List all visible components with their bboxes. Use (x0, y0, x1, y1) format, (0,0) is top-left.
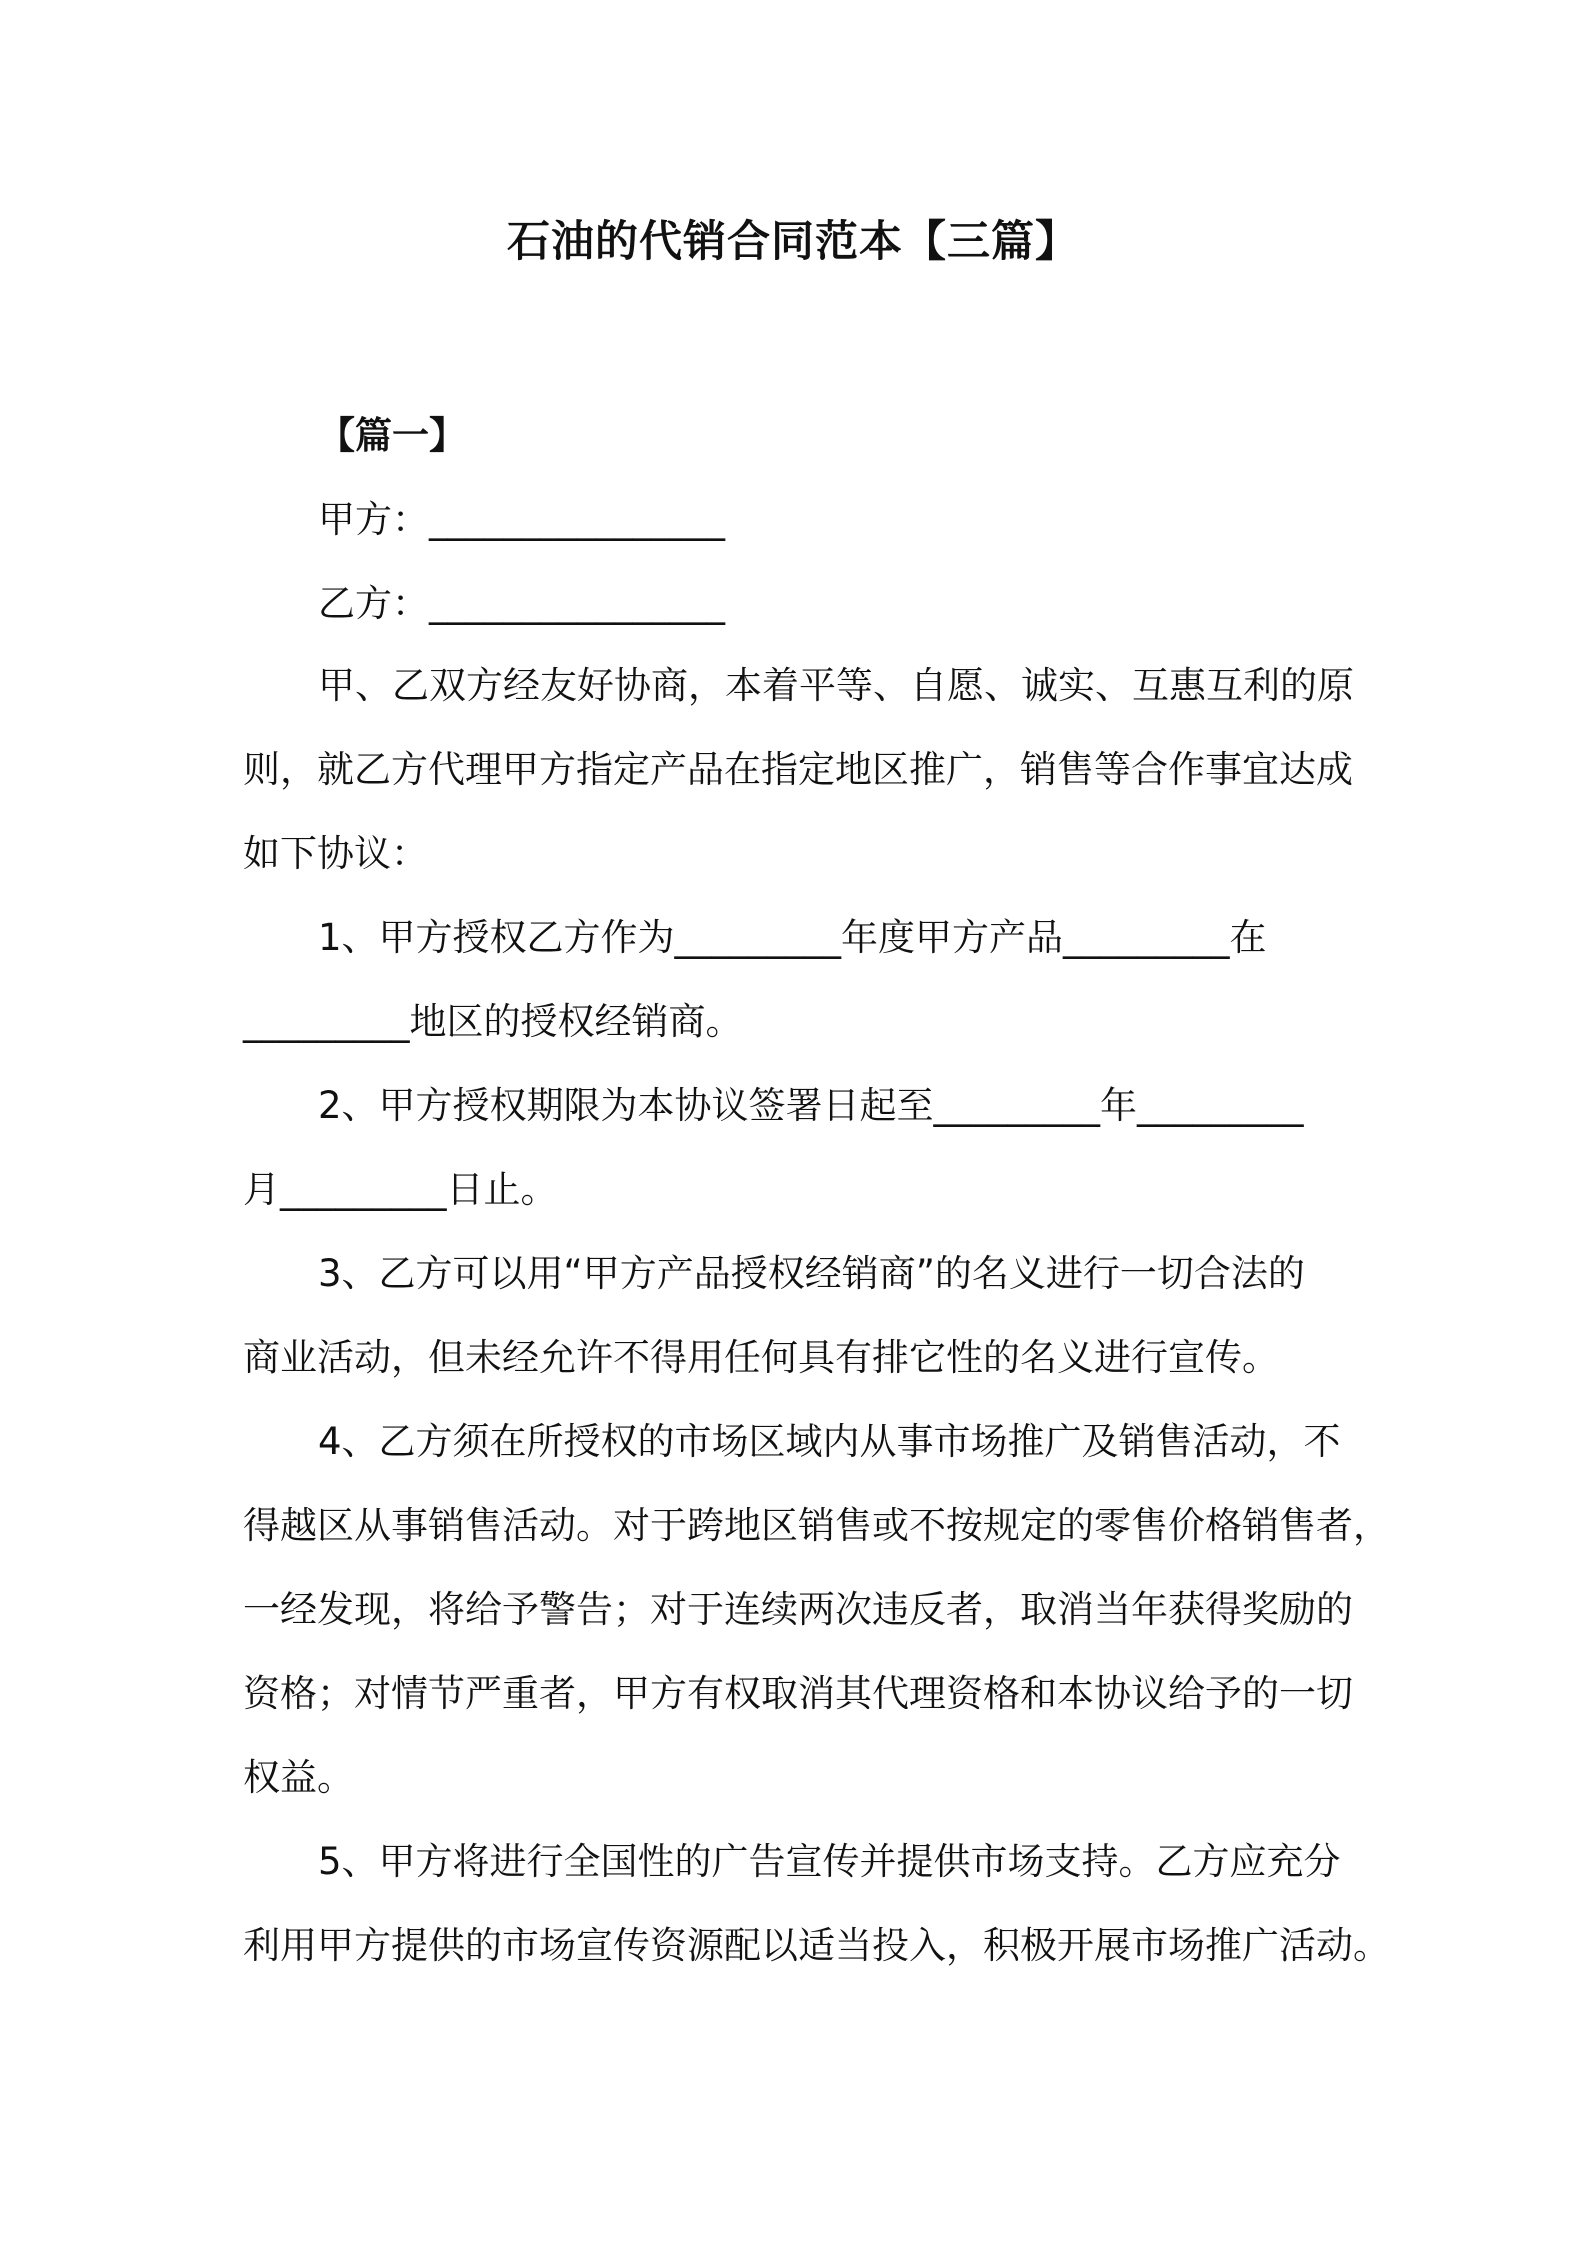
clause4-line-2: 得越区从事销售活动。对于跨地区销售或不按规定的零售价格销售者， (243, 1504, 1390, 1547)
clause2-line-2: 月_________日止。 (243, 1168, 558, 1211)
clause2-line-1: 2、甲方授权期限为本协议签署日起至_________年_________ (318, 1084, 1304, 1127)
clause3-line-2: 商业活动，但未经允许不得用任何具有排它性的名义进行宣传。 (243, 1336, 1279, 1379)
clause4-line-4: 资格；对情节严重者，甲方有权取消其代理资格和本协议给予的一切 (243, 1672, 1353, 1715)
clause5-line-1: 5、甲方将进行全国性的广告宣传并提供市场支持。乙方应充分 (318, 1840, 1341, 1883)
clause1-line-1: 1、甲方授权乙方作为_________年度甲方产品_________在 (318, 916, 1267, 959)
clause3-line-1: 3、乙方可以用“甲方产品授权经销商”的名义进行一切合法的 (318, 1252, 1305, 1295)
intro-line-2: 则，就乙方代理甲方指定产品在指定地区推广，销售等合作事宜达成 (243, 748, 1353, 791)
document-title: 石油的代销合同范本【三篇】 (507, 217, 1079, 267)
intro-line-3: 如下协议： (243, 832, 428, 875)
clause5-line-2: 利用甲方提供的市场宣传资源配以适当投入，积极开展市场推广活动。 (243, 1924, 1390, 1967)
party-b-line: 乙方：________________ (318, 582, 725, 625)
clause4-line-3: 一经发现，将给予警告；对于连续两次违反者，取消当年获得奖励的 (243, 1588, 1353, 1631)
clause4-line-1: 4、乙方须在所授权的市场区域内从事市场推广及销售活动，不 (318, 1420, 1341, 1463)
clause1-line-2: _________地区的授权经销商。 (243, 1000, 743, 1043)
clause4-line-5: 权益。 (243, 1756, 354, 1799)
intro-line-1: 甲、乙双方经友好协商，本着平等、自愿、诚实、互惠互利的原 (318, 664, 1354, 707)
section-label: 【篇一】 (318, 414, 466, 457)
party-a-line: 甲方：________________ (318, 498, 725, 541)
